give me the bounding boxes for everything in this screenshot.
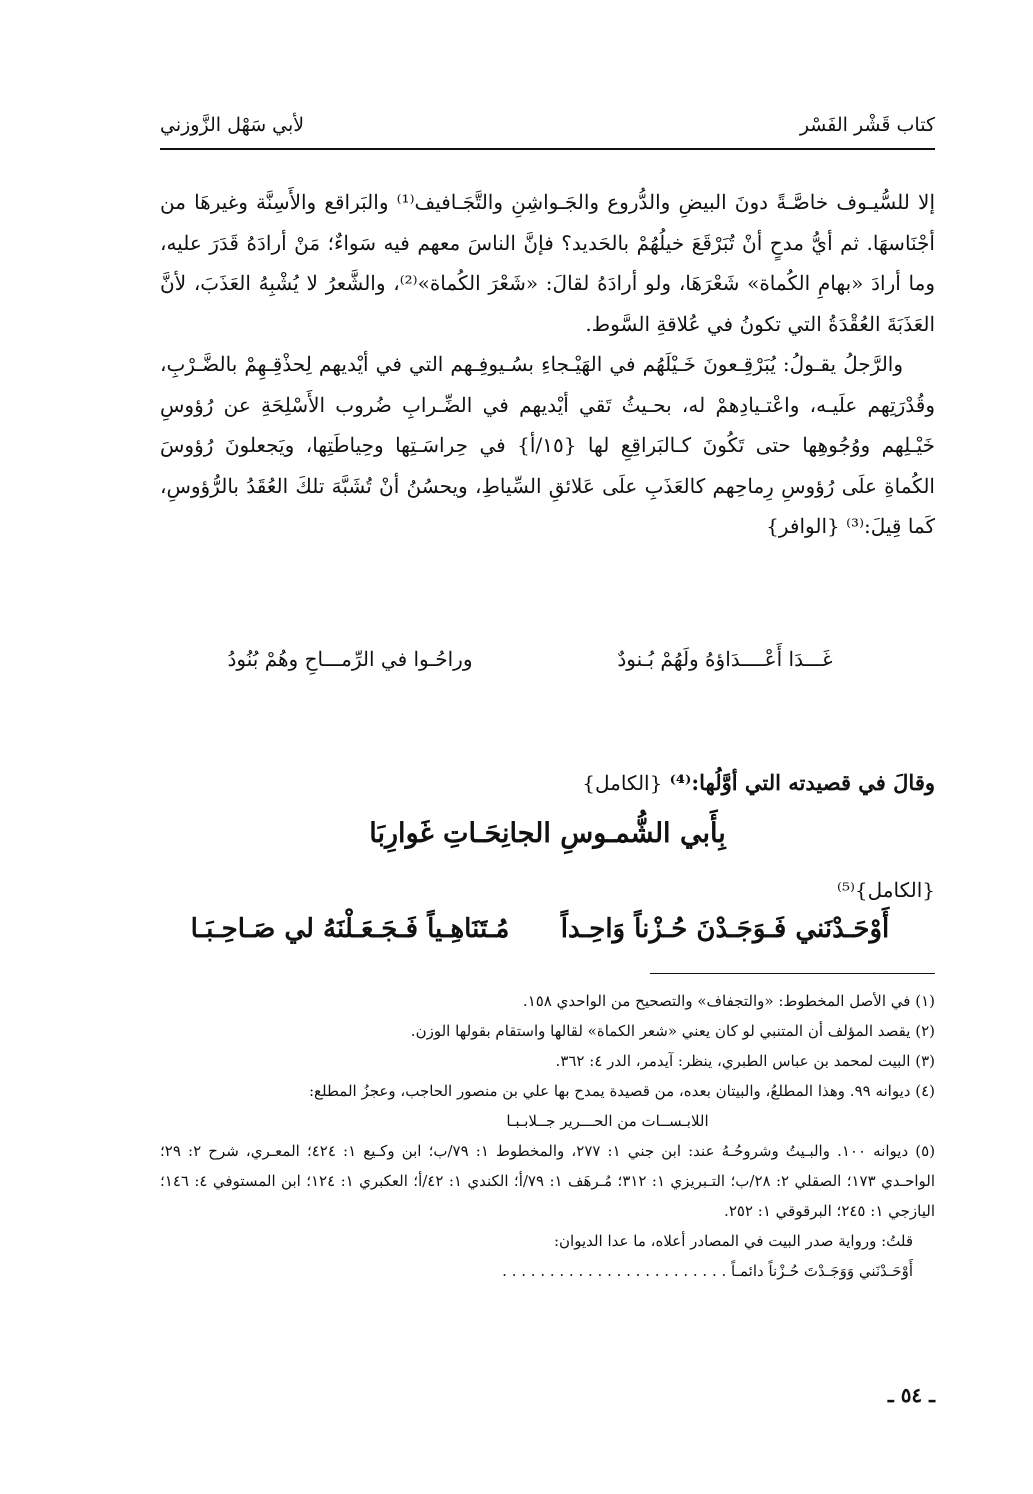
- page-number: ـ ٥٤ ـ: [887, 1383, 935, 1407]
- poem-intro: [160, 770, 935, 795]
- book-title: كتاب قَشْر الفَسْر: [799, 114, 935, 136]
- main-text: [160, 182, 935, 547]
- poem-intro-meter: {الكامل}: [582, 771, 663, 795]
- footnote-5: (٥) ديوانه ١٠٠. والبـيتُ وشروحُـهُ عند: ابن جني ١: ٢٧٧، والمخطوط ١: ٧٩/ب؛ ابن وكـيع ١: ٤٢٤؛ المعـري، شرح ٢: ٢٩؛ الواحـدي ١٧٣؛ الصقلي ٢: ٢٨/ب؛ التـبريزي ١: ٣١٢؛ مُـرهَف ١: ٧٩/أ؛ الكندي ١: ٤٢/أ؛ العكبري ١: ١٢٤؛ ابن المستوفي ٤: ١٤٦؛ اليازجي ١: ٢٤٥؛ البرقوقي ١: ٢٥٢.: [160, 1142, 936, 1220]
- footnote-5-note: قلتُ: ورواية صدر البيت في المصادر أعلاه، ما عدا الديوان:: [553, 1232, 913, 1250]
- verse-2: [160, 914, 935, 964]
- footnote-4: (٤) ديوانه ٩٩. وهذا المطلعُ، والبيتان بعده، من قصيدة يمدح بها علي بن منصور الحاجب، وعجزُ المطلع:: [308, 1082, 935, 1100]
- verse-2-second-hemistich: مُـتَنَاهِـياً فَـجَـعَـلْنَهُ لي صَـاحِـبَـا: [190, 914, 510, 944]
- footnote-divider: [650, 973, 935, 974]
- verse-1-first-hemistich: غَـــدَا أَعْــــدَاؤهُ ولَهُمْ بُـنودٌ: [617, 647, 833, 671]
- footnote-4-verse: اللابـســات من الحـــرير جــلابـبـا: [506, 1112, 709, 1130]
- verse-1: [160, 647, 935, 687]
- poem-meter-label: {الكامل}⁽⁵⁾: [837, 878, 935, 902]
- paragraph-1: إلا للسُّيـوف خاصَّـةً دونَ البيضِ والدُّروع والجَـواشِنِ والتَّجَـافيف⁽¹⁾ والبَراقع والأَسِنَّة وغيرهَا من أجْنَاسهَا. ثم أيُّ مدحٍ أنْ تُبَرْقَعَ خيلُهُمْ بالحَديد؟ فإنَّ الناسَ معهم فيه سَواءٌ؛ مَنْ أرادَهُ قَدَرَ عليه، وما أرادَ «بهامِ الكُماة» شَعْرَهَا، ولو أرادَهُ لقالَ: «شَعْرَ الكُماة»⁽²⁾، والشَّعرُ لا يُشْبِهُ العَذَبَ، لأنَّ العَذَبَةَ العُقْدَةُ التي تكونُ في عُلاقةِ السَّوط.: [160, 190, 936, 336]
- verse-2-first-hemistich: أَوْحَـدْنَني فَـوَجَـدْنَ حُـزْناً وَاحِـداً: [560, 914, 890, 944]
- poem-opening-line: بِأَبي الشُّمـوسِ الجانِحَـاتِ غَوارِبَا: [369, 818, 726, 849]
- paragraph-2: والرَّجلُ يقـولُ: يُبَرْقِـعونَ خَـيْلَهُم في الهَيْـجاءِ بسُـيوفِـهم التي في أيْديهم لِحذْقِـهِمْ بالضَّـرْبِ، وقُدْرَتِهم علَيـه، واعْتـيادِهمْ له، بحـيثُ تَقي أيْديهم في الضِّـرابِ ضُروب الأَسْلِحَةِ عن رُؤوسِ خَيْـلِهم ووُجُوهِها حتى تَكُونَ كـالبَراقِعِ لها {١٥/أ} في حِراسَـتِها وحِياطَتِها، ويَجعلونَ رُؤوسَ الكُماةِ علَى رُؤوسِ رِماحِهم كالعَذَبِ علَى عَلائقِ السِّياطِ، ويحسُنُ أنْ تُشَبَّهَ تلكَ العُقَدُ بالرُّؤوسِ، كَما قِيلَ:⁽³⁾ {الوافر}: [160, 352, 936, 538]
- footnotes: [160, 986, 935, 1286]
- footnote-2: (٢) يقصد المؤلف أن المتنبي لو كان يعني «شعر الكماة» لقالها واستقام بقولها الوزن.: [410, 1022, 935, 1040]
- poem-intro-text: وقالَ في قصيدته التي أوَّلُها:⁽⁴⁾: [669, 770, 935, 795]
- author-name: لأبي سَهْل الزَّوزني: [160, 114, 305, 136]
- running-header: [160, 108, 935, 150]
- verse-1-second-hemistich: وراحُـوا في الرِّمـــاحِ وهُمْ بُنُودُ: [227, 647, 473, 671]
- footnote-3: (٣) البيت لمحمد بن عباس الطبري، ينظر: آيدمر، الدر ٤: ٣٦٢.: [555, 1052, 935, 1070]
- footnote-5-variant: أَوْحَـدْنَني وَوَجَـدْتَ حُـزْناً دائمـاً . . . . . . . . . . . . . . . . . . . . . . . .: [502, 1262, 913, 1280]
- footnote-1: (١) في الأصل المخطوط: «والتجفاف» والتصحيح من الواحدي ١٥٨.: [522, 992, 935, 1010]
